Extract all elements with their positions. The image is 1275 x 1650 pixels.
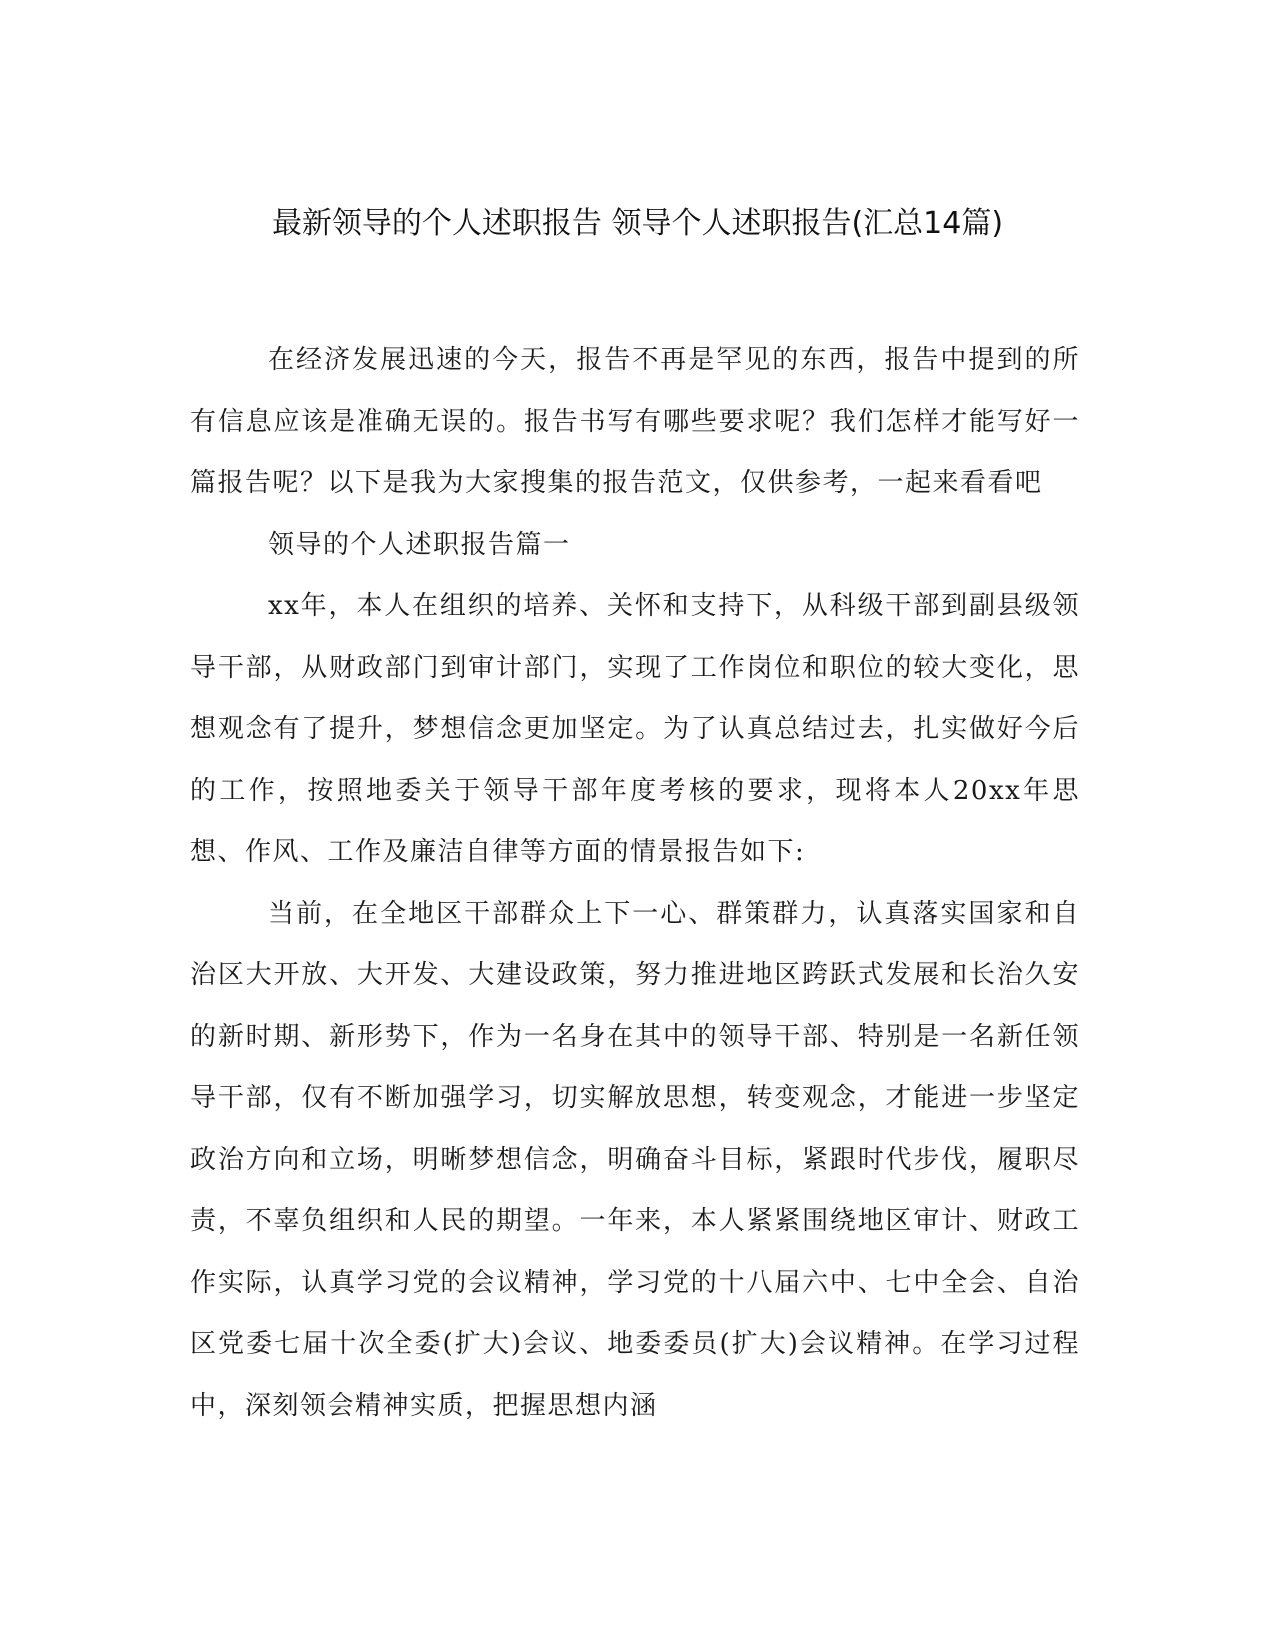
body-paragraph: xx年，本人在组织的培养、关怀和支持下，从科级干部到副县级领导干部，从财政部门到审计部门，实现了工作岗位和职位的较大变化，思想观念有了提升，梦想信念更加坚定。为了认真总结过去，扎实做好今后的工作，按照地委关于领导干部年度考核的要求，现将本人20xx年思想、作风、工作及廉洁自律等方面的情景报告如下: — [190, 591, 1080, 867]
document-body — [190, 330, 1080, 1437]
body-paragraph: 当前，在全地区干部群众上下一心、群策群力，认真落实国家和自治区大开放、大开发、大建设政策，努力推进地区跨跃式发展和长治久安的新时期、新形势下，作为一名身在其中的领导干部、特别是一名新任领导干部，仅有不断加强学习，切实解放思想，转变观念，才能进一步坚定政治方向和立场，明晰梦想信念，明确奋斗目标，紧跟时代步伐，履职尽责，不辜负组织和人民的期望。一年来，本人紧紧围绕地区审计、财政工作实际，认真学习党的会议精神，学习党的十八届六中、七中全会、自治区党委七届十次全委(扩大)会议、地委委员(扩大)会议精神。在学习过程中，深刻领会精神实质，把握思想内涵 — [190, 898, 1080, 1421]
section-heading: 领导的个人述职报告篇一 — [268, 529, 571, 560]
intro-paragraph: 在经济发展迅速的今天，报告不再是罕见的东西，报告中提到的所有信息应该是准确无误的。报告书写有哪些要求呢？我们怎样才能写好一篇报告呢？以下是我为大家搜集的报告范文，仅供参考，一起来看看吧 — [190, 345, 1080, 498]
document-title: 最新领导的个人述职报告 领导个人述职报告(汇总14篇) — [271, 206, 1004, 241]
